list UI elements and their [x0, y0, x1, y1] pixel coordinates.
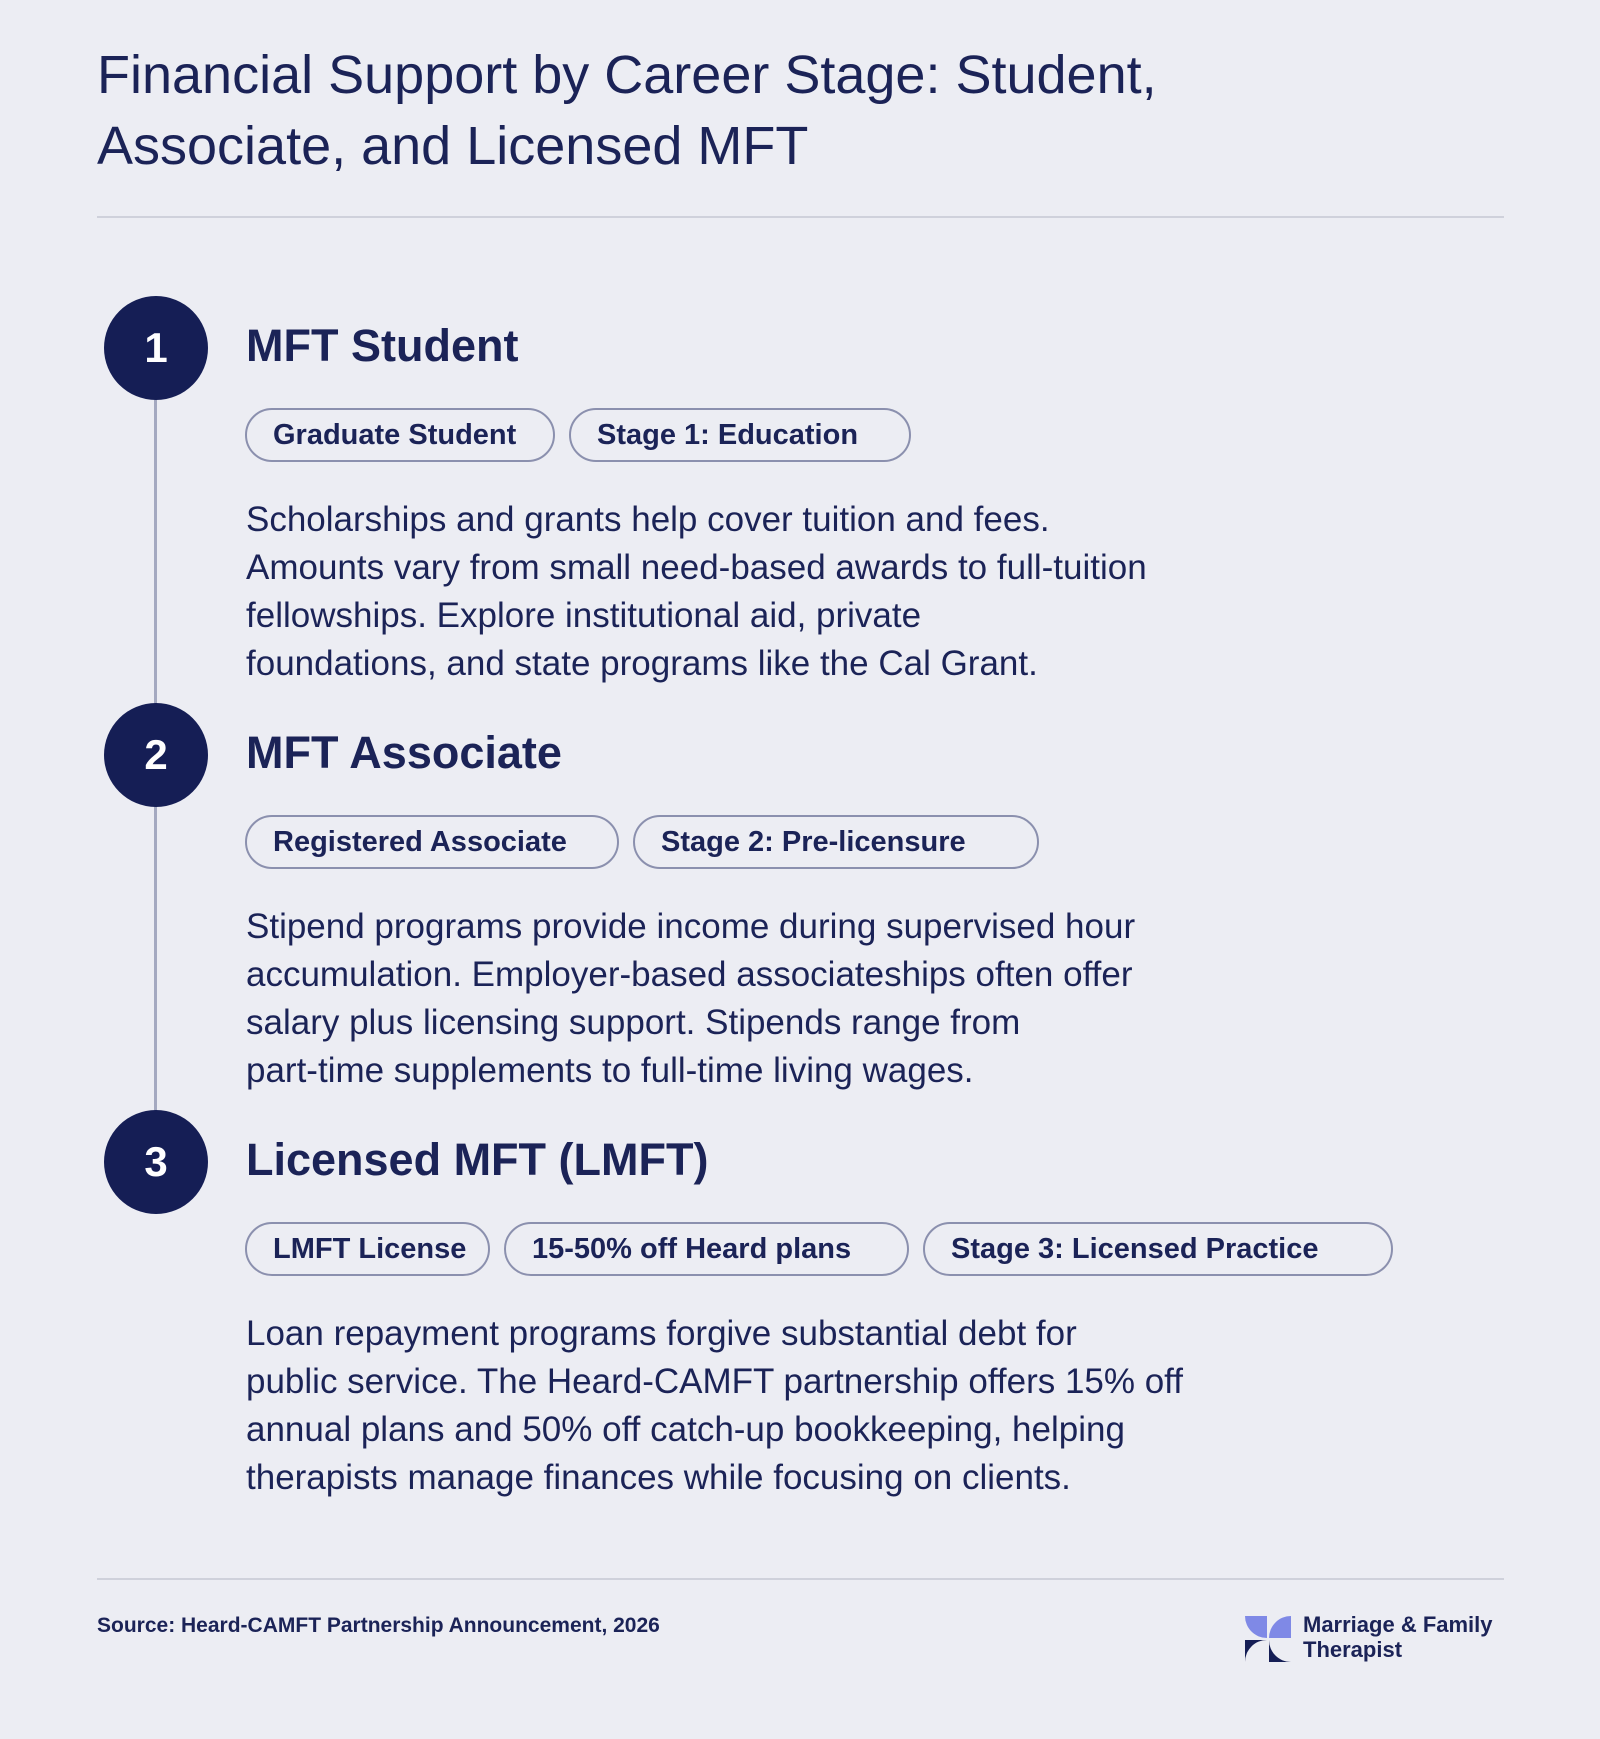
tag-pill: Stage 1: Education — [569, 408, 911, 462]
title-line-1: Financial Support by Career Stage: Student, — [97, 45, 1157, 105]
top-divider — [97, 216, 1504, 218]
stage-title: MFT Student — [246, 320, 519, 371]
description-line: fellowships. Explore institutional aid, private — [246, 596, 922, 635]
stage-description — [246, 1310, 1326, 1502]
description-line: Scholarships and grants help cover tuition and fees. — [246, 500, 1050, 539]
description-line: Loan repayment programs forgive substantial debt for — [246, 1314, 1077, 1353]
description-line: public service. The Heard-CAMFT partnership offers 15% off — [246, 1362, 1184, 1401]
tag-pill: Graduate Student — [245, 408, 555, 462]
description-line: accumulation. Employer-based associateships often offer — [246, 955, 1133, 994]
description-line: Stipend programs provide income during supervised hour — [246, 907, 1136, 946]
stage-title: Licensed MFT (LMFT) — [246, 1134, 709, 1185]
source-note: Source: Heard-CAMFT Partnership Announcement, 2026 — [97, 1614, 660, 1637]
tag-pill: Registered Associate — [245, 815, 619, 869]
description-line: foundations, and state programs like the Cal Grant. — [246, 644, 1038, 683]
tag-pill: Stage 3: Licensed Practice — [923, 1222, 1393, 1276]
stage-title: MFT Associate — [246, 727, 562, 778]
pinwheel-logo-icon — [1243, 1614, 1293, 1664]
tag-pill: 15-50% off Heard plans — [504, 1222, 909, 1276]
tag-pill: LMFT License — [245, 1222, 490, 1276]
description-line: part-time supplements to full-time living wages. — [246, 1051, 974, 1090]
title-line-2: Associate, and Licensed MFT — [97, 116, 809, 176]
stage-description — [246, 496, 1326, 688]
description-line: annual plans and 50% off catch-up bookkeeping, helping — [246, 1410, 1125, 1449]
stage-number-badge: 1 — [104, 296, 208, 400]
page-title — [97, 40, 1397, 182]
logo-line: Therapist — [1303, 1637, 1403, 1662]
description-line: salary plus licensing support. Stipends range from — [246, 1003, 1021, 1042]
stage-number-badge: 3 — [104, 1110, 208, 1214]
tag-pill: Stage 2: Pre-licensure — [633, 815, 1039, 869]
stage-description — [246, 903, 1326, 1095]
description-line: therapists manage finances while focusing on clients. — [246, 1458, 1071, 1497]
logo-wordmark — [1303, 1612, 1493, 1662]
bottom-divider — [97, 1578, 1504, 1580]
description-line: Amounts vary from small need-based awards to full-tuition — [246, 548, 1147, 587]
logo-line: Marriage & Family — [1303, 1612, 1493, 1637]
brand-logo — [1243, 1612, 1505, 1664]
stage-number-badge: 2 — [104, 703, 208, 807]
